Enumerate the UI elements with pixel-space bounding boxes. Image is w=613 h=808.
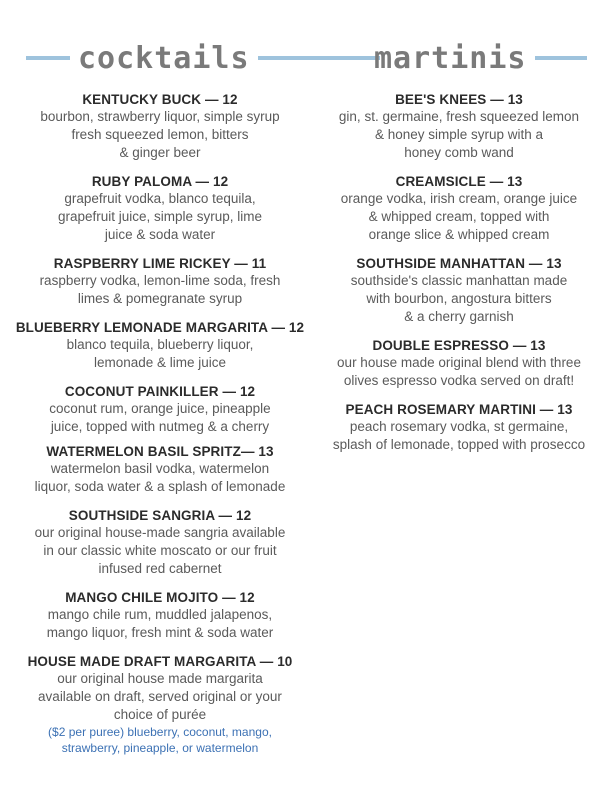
menu-item [12,443,308,496]
description-line: raspberry vodka, lemon-lime soda, fresh [39,273,281,288]
menu-item-description [12,400,308,436]
cocktails-title: cocktails [78,40,250,76]
description-line: & ginger beer [119,145,201,160]
description-line: southside's classic manhattan made [350,273,568,288]
menu-item-title: MANGO CHILE MOJITO — 12 [65,590,255,605]
description-line: juice & soda water [104,227,216,242]
description-line: orange vodka, irish cream, orange juice [340,191,578,206]
menu-item-title: KENTUCKY BUCK — 12 [82,92,238,107]
martinis-header [374,38,587,78]
cocktails-header [26,38,380,78]
menu-item-description [12,108,308,162]
menu-item [12,507,308,578]
menu-item [316,255,602,326]
menu-item-title: HOUSE MADE DRAFT MARGARITA — 10 [27,654,293,669]
description-line: peach rosemary vodka, st germaine, [349,419,569,434]
menu-item-title: BEE'S KNEES — 13 [395,92,523,107]
menu-item-description [12,190,308,244]
description-line: coconut rum, orange juice, pineapple [49,401,271,416]
description-line: blanco tequila, blueberry liquor, [66,337,254,352]
header-rule-left [26,56,70,60]
menu-item-title: WATERMELON BASIL SPRITZ— 13 [46,444,274,459]
puree-options-note [12,724,308,756]
description-line: honey comb wand [404,145,514,160]
cocktails-list [12,91,308,756]
menu-item-description [316,108,602,162]
menu-item-description [12,460,308,496]
menu-item-title: DOUBLE ESPRESSO — 13 [372,338,546,353]
menu-item-title: SOUTHSIDE SANGRIA — 12 [68,508,252,523]
description-line: orange slice & whipped cream [368,227,550,242]
description-line: & honey simple syrup with a [374,127,544,142]
menu-item [12,255,308,308]
menu-item-description [12,670,308,724]
menu-item-description [12,524,308,578]
description-line: bourbon, strawberry liquor, simple syrup [40,109,280,124]
menu-item-description [316,354,602,390]
menu-item [316,91,602,162]
menu-item [12,653,308,756]
description-line: infused red cabernet [98,561,222,576]
menu-item [12,173,308,244]
menu-item-title: PEACH ROSEMARY MARTINI — 13 [345,402,573,417]
menu-item [12,589,308,642]
description-line: in our classic white moscato or our fruit [43,543,277,558]
menu-item-title: SOUTHSIDE MANHATTAN — 13 [356,256,562,271]
description-line: grapefruit juice, simple syrup, lime [57,209,263,224]
note-line: strawberry, pineapple, or watermelon [61,741,259,755]
menu-item-description [316,272,602,326]
description-line: choice of purée [113,707,207,722]
description-line: fresh squeezed lemon, bitters [71,127,249,142]
description-line: mango liquor, fresh mint & soda water [46,625,274,640]
menu-item-description [316,190,602,244]
description-line: & a cherry garnish [404,309,514,324]
description-line: & whipped cream, topped with [368,209,550,224]
menu-item [316,337,602,390]
menu-item-description [12,606,308,642]
menu-item-description [12,336,308,372]
note-line: ($2 per puree) blueberry, coconut, mango, [48,725,272,739]
description-line: lemonade & lime juice [93,355,227,370]
menu-item-title: BLUEBERRY LEMONADE MARGARITA — 12 [15,320,305,335]
description-line: grapefruit vodka, blanco tequila, [64,191,256,206]
header-rule-right [535,56,587,60]
menu-item [316,173,602,244]
description-line: liquor, soda water & a splash of lemonade [34,479,286,494]
menu-item [316,401,602,454]
description-line: available on draft, served original or your [38,689,282,704]
martinis-list [316,91,602,454]
description-line: juice, topped with nutmeg & a cherry [50,419,270,434]
description-line: limes & pomegranate syrup [77,291,243,306]
description-line: splash of lemonade, topped with prosecco [332,437,586,452]
description-line: mango chile rum, muddled jalapenos, [47,607,273,622]
description-line: with bourbon, angostura bitters [366,291,552,306]
menu-item-description [316,418,602,454]
menu-item [12,91,308,162]
menu-item-title: CREAMSICLE — 13 [395,174,523,189]
menu-item [12,383,308,436]
description-line: watermelon basil vodka, watermelon [50,461,270,476]
menu-item-title: RUBY PALOMA — 12 [91,174,229,189]
description-line: gin, st. germaine, fresh squeezed lemon [338,109,580,124]
header-rule-right [258,56,380,60]
menu-item-description [12,272,308,308]
description-line: our original house made margarita [57,671,263,686]
description-line: our original house-made sangria available [34,525,286,540]
menu-item [12,319,308,372]
menu-item-title: COCONUT PAINKILLER — 12 [64,384,256,399]
martinis-title: martinis [374,40,527,76]
description-line: olives espresso vodka served on draft! [343,373,575,388]
menu-item-title: RASPBERRY LIME RICKEY — 11 [53,256,267,271]
description-line: our house made original blend with three [337,355,581,370]
